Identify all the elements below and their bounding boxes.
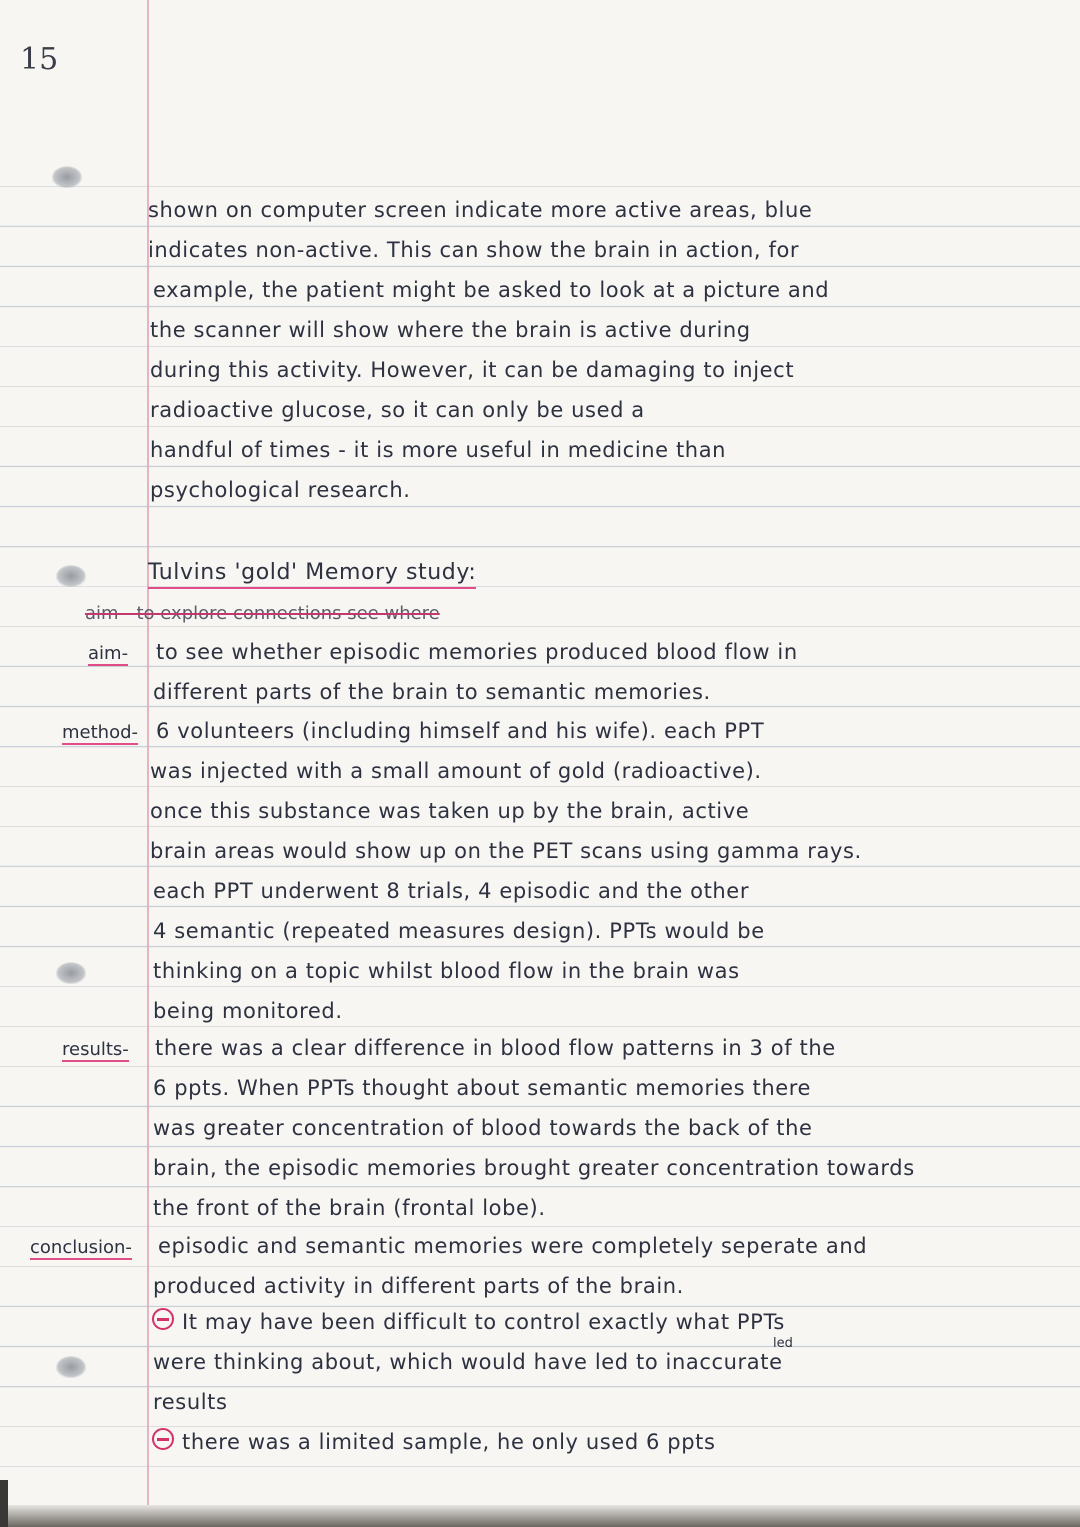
method-line: once this substance was taken up by the brain, active <box>150 799 750 823</box>
results-line: 6 ppts. When PPTs thought about semantic memories there <box>153 1076 812 1100</box>
continuation-line: handful of times - it is more useful in medicine than <box>150 438 727 462</box>
aim-line: different parts of the brain to semantic memories. <box>153 680 711 704</box>
method-line: 6 volunteers (including himself and his wife). each PPT <box>156 719 765 743</box>
punch-hole <box>56 565 86 587</box>
method-line: was injected with a small amount of gold (radioactive). <box>150 759 762 783</box>
aim-line: to see whether episodic memories produced blood flow in <box>156 640 798 664</box>
punch-hole <box>56 962 86 984</box>
method-label: method- <box>62 722 139 743</box>
results-line: the front of the brain (frontal lobe). <box>153 1196 546 1220</box>
evaluation-line: results <box>153 1390 228 1414</box>
continuation-line: shown on computer screen indicate more active areas, blue <box>148 198 813 222</box>
continuation-line: the scanner will show where the brain is active during <box>150 318 751 342</box>
page-bottom-edge <box>0 1505 1080 1527</box>
minus-circle-icon <box>152 1428 174 1450</box>
margin-line <box>147 0 149 1527</box>
results-line: brain, the episodic memories brought greater concentration towards <box>153 1156 915 1180</box>
page-left-edge-shadow <box>0 1480 8 1527</box>
results-line: was greater concentration of blood towards the back of the <box>153 1116 813 1140</box>
continuation-line: during this activity. However, it can be damaging to inject <box>150 358 795 382</box>
page-header-area <box>0 0 1080 165</box>
results-label: results- <box>62 1039 129 1060</box>
aim-label: aim- <box>88 643 129 664</box>
continuation-line: indicates non-active. This can show the brain in action, for <box>148 238 800 262</box>
method-line: brain areas would show up on the PET scans using gamma rays. <box>150 839 862 863</box>
evaluation-line: were thinking about, which would have led to inaccurate <box>153 1350 783 1374</box>
conclusion-label: conclusion- <box>30 1237 132 1258</box>
method-line: being monitored. <box>153 999 343 1023</box>
continuation-line: example, the patient might be asked to look at a picture and <box>153 278 830 302</box>
conclusion-line: episodic and semantic memories were completely seperate and <box>158 1234 868 1258</box>
evaluation-line: there was a limited sample, he only used 6 ppts <box>182 1430 716 1454</box>
section-heading: Tulvins 'gold' Memory study: <box>148 560 476 589</box>
continuation-line: radioactive glucose, so it can only be used a <box>150 398 645 422</box>
method-line: each PPT underwent 8 trials, 4 episodic and the other <box>153 879 750 903</box>
evaluation-line: It may have been difficult to control exactly what PPTs <box>182 1310 785 1334</box>
method-line: 4 semantic (repeated measures design). PPTs would be <box>153 919 765 943</box>
method-line: thinking on a topic whilst blood flow in the brain was <box>153 959 740 983</box>
minus-circle-icon <box>152 1308 174 1330</box>
punch-hole <box>56 1356 86 1378</box>
page-number: 15 <box>20 42 59 77</box>
inserted-word: led <box>773 1336 793 1351</box>
punch-hole <box>52 166 82 188</box>
conclusion-line: produced activity in different parts of the brain. <box>153 1274 684 1298</box>
struck-out-line: aim - to explore connections see where <box>85 603 440 624</box>
results-line: there was a clear difference in blood flow patterns in 3 of the <box>155 1036 836 1060</box>
continuation-line: psychological research. <box>150 478 411 502</box>
